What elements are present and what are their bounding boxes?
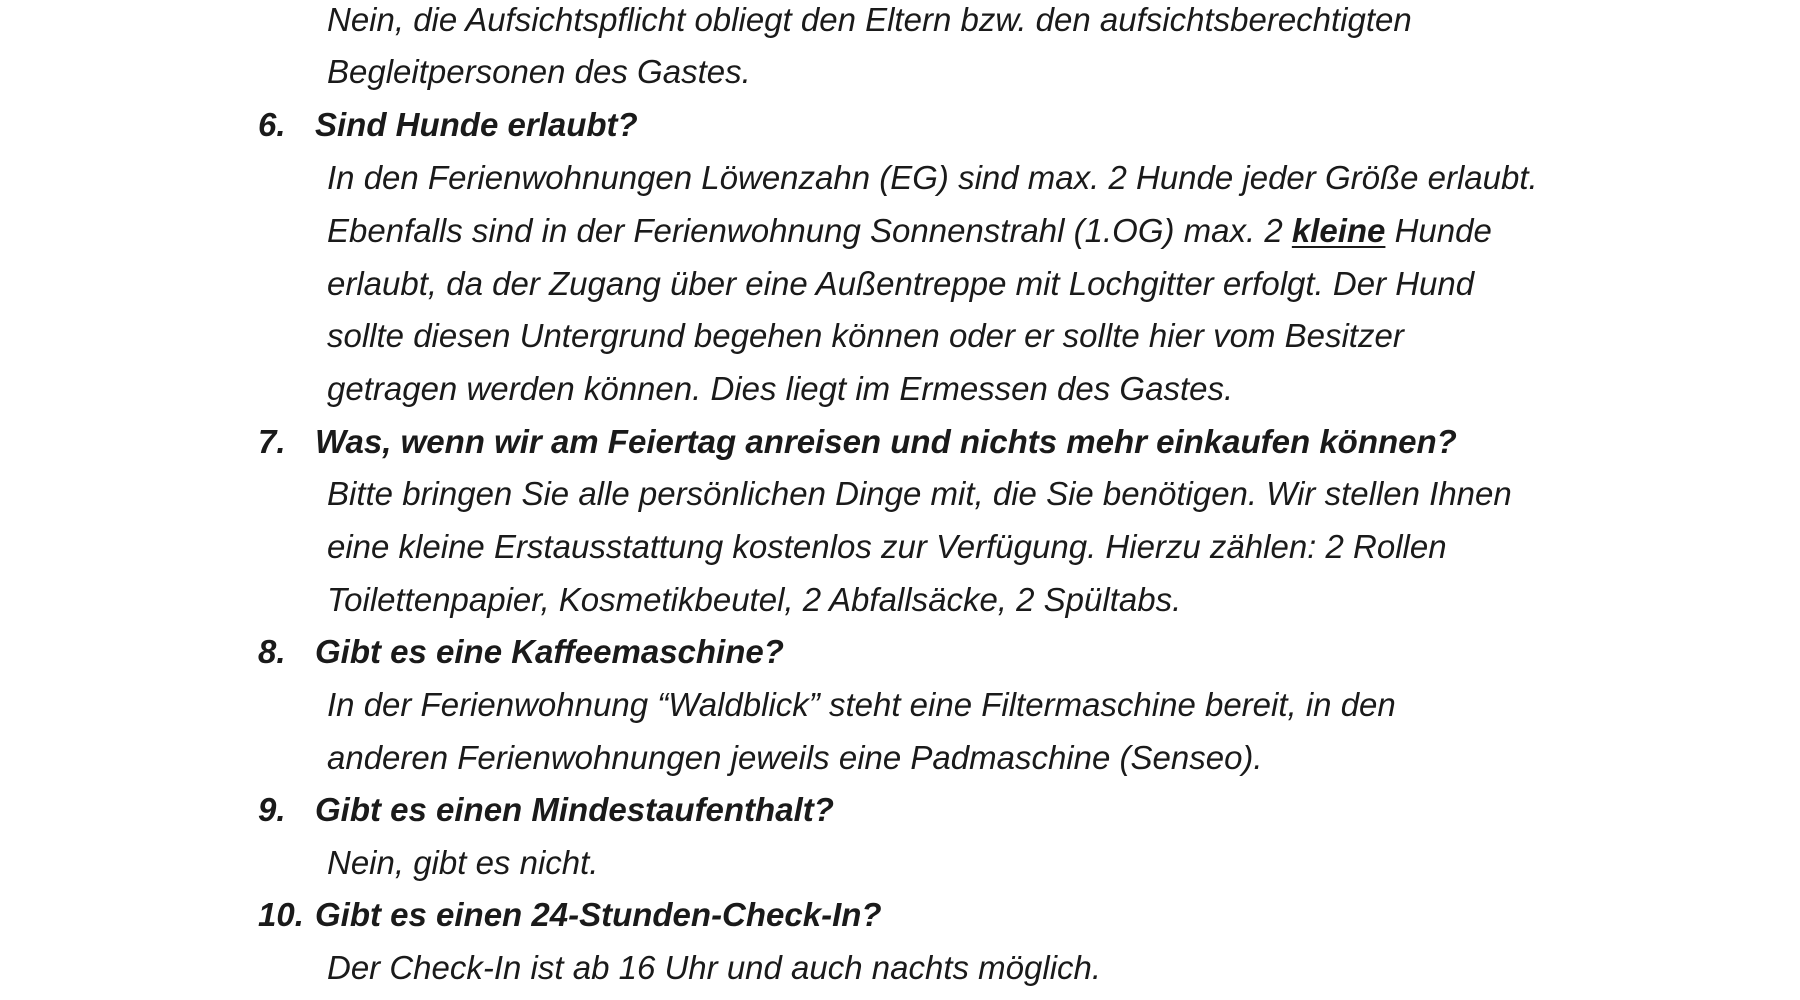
question-9-number: 9. xyxy=(258,791,286,828)
answer-5-line-2: Begleitpersonen des Gastes. xyxy=(327,53,751,90)
question-8-text: Gibt es eine Kaffeemaschine? xyxy=(315,633,784,670)
answer-8-line-1: In der Ferienwohnung “Waldblick” steht eine Filtermaschine bereit, in den xyxy=(327,686,1396,723)
question-6 xyxy=(258,105,638,145)
answer-6-line-2 xyxy=(327,211,1492,251)
answer-10-line-1: Der Check-In ist ab 16 Uhr und auch nachts möglich. xyxy=(327,949,1102,986)
answer-6-line-4: sollte diesen Untergrund begehen können oder er sollte hier vom Besitzer xyxy=(327,317,1404,354)
question-8 xyxy=(258,632,784,672)
emphasis-kleine: kleine xyxy=(1291,212,1386,249)
question-10-number: 10. xyxy=(258,896,304,933)
answer-7-line-1: Bitte bringen Sie alle persönlichen Dinge mit, die Sie benötigen. Wir stellen Ihnen xyxy=(327,475,1512,512)
answer-6-line-2-before: Ebenfalls sind in der Ferienwohnung Sonnenstrahl (1.OG) max. 2 xyxy=(327,212,1292,249)
answer-6-line-3: erlaubt, da der Zugang über eine Außentreppe mit Lochgitter erfolgt. Der Hund xyxy=(327,265,1475,302)
answer-9-line-1: Nein, gibt es nicht. xyxy=(327,844,599,881)
question-8-number: 8. xyxy=(258,633,286,670)
answer-5-line-1: Nein, die Aufsichtspflicht obliegt den Eltern bzw. den aufsichtsberechtigten xyxy=(327,1,1412,38)
question-10 xyxy=(258,895,882,935)
question-6-number: 6. xyxy=(258,106,286,143)
answer-6-line-1: In den Ferienwohnungen Löwenzahn (EG) sind max. 2 Hunde jeder Größe erlaubt. xyxy=(327,159,1538,196)
question-7-number: 7. xyxy=(258,423,286,460)
question-9 xyxy=(258,790,834,830)
answer-6-line-2-after: Hunde xyxy=(1385,212,1492,249)
answer-8-line-2: anderen Ferienwohnungen jeweils eine Padmaschine (Senseo). xyxy=(327,739,1263,776)
answer-7-line-3: Toilettenpapier, Kosmetikbeutel, 2 Abfallsäcke, 2 Spültabs. xyxy=(327,581,1182,618)
question-6-text: Sind Hunde erlaubt? xyxy=(315,106,638,143)
question-10-text: Gibt es einen 24-Stunden-Check-In? xyxy=(315,896,882,933)
answer-6-line-5: getragen werden können. Dies liegt im Ermessen des Gastes. xyxy=(327,370,1234,407)
question-7-text: Was, wenn wir am Feiertag anreisen und nichts mehr einkaufen können? xyxy=(315,423,1457,460)
question-9-text: Gibt es einen Mindestaufenthalt? xyxy=(315,791,834,828)
question-7 xyxy=(258,422,1457,462)
answer-7-line-2: eine kleine Erstausstattung kostenlos zur Verfügung. Hierzu zählen: 2 Rollen xyxy=(327,528,1447,565)
